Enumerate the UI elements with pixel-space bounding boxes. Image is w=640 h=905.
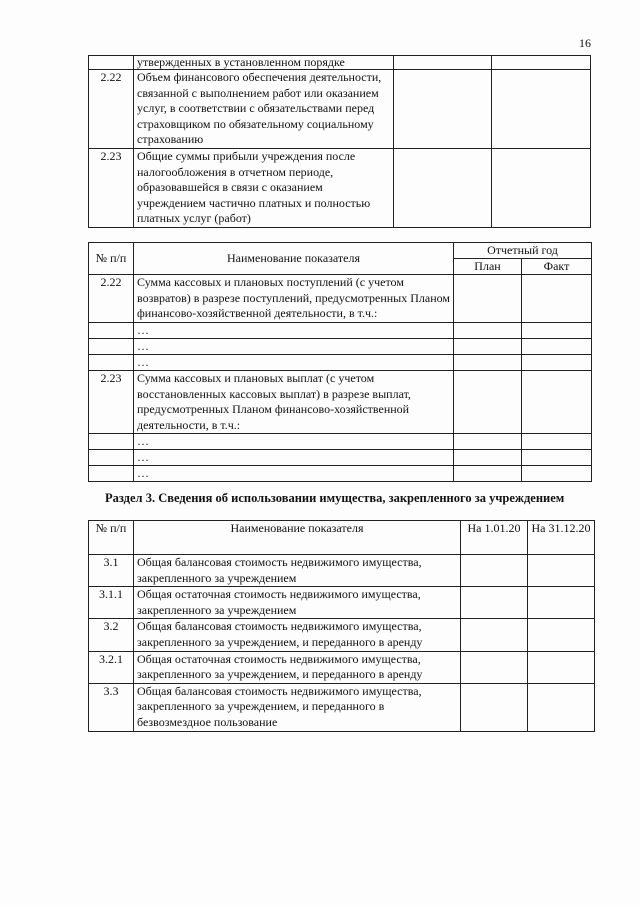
row-number	[89, 466, 134, 482]
value-cell	[461, 651, 528, 683]
row-number	[89, 450, 134, 466]
row-name: Общая остаточная стоимость недвижимого имущества, закрепленного за учреждением	[134, 587, 461, 619]
header-fact: Факт	[522, 259, 592, 275]
page-number: 16	[579, 36, 591, 50]
fact-cell	[522, 466, 592, 482]
table-row	[89, 434, 592, 450]
row-name: Общая балансовая стоимость недвижимого имущества, закрепленного за учреждением, и переданного в аренду	[134, 619, 461, 651]
table-property	[88, 520, 595, 732]
header-num: № п/п	[89, 243, 134, 275]
plan-cell	[454, 323, 522, 339]
row-name: Объем финансового обеспечения деятельности, связанной с выполнением работ или оказанием услуг, в соответствии с обязательствами перед страховщиком по обязательному социальному страхованию	[134, 70, 394, 149]
plan-cell	[454, 275, 522, 323]
row-name: Общие суммы прибыли учреждения после налогообложения в отчетном периоде, образовавшейся в связи с оказанием учреждением частично платных и полностью платных услуг (работ)	[134, 149, 394, 228]
value-cell	[492, 70, 591, 149]
table-row	[89, 149, 591, 228]
row-name: Общая остаточная стоимость недвижимого имущества, закрепленного за учреждением, и переданного в аренду	[134, 651, 461, 683]
row-name: …	[134, 450, 454, 466]
value-cell	[461, 587, 528, 619]
row-number: 3.1	[89, 555, 134, 587]
value-cell	[394, 70, 492, 149]
table-row	[89, 355, 592, 371]
row-number: 3.2	[89, 619, 134, 651]
plan-cell	[454, 371, 522, 434]
table-row	[89, 323, 592, 339]
row-number: 2.23	[89, 371, 134, 434]
fact-cell	[522, 355, 592, 371]
value-cell	[528, 683, 595, 731]
row-name: …	[134, 466, 454, 482]
value-cell	[461, 555, 528, 587]
row-number: 3.2.1	[89, 651, 134, 683]
row-number: 2.22	[89, 275, 134, 323]
header-row	[89, 243, 592, 259]
row-name: Сумма кассовых и плановых поступлений (с учетом возвратов) в разрезе поступлений, предусмотренных Планом финансово-хозяйственной деятельности, в т.ч.:	[134, 275, 454, 323]
table-row	[89, 70, 591, 149]
row-number: 3.3	[89, 683, 134, 731]
plan-cell	[454, 355, 522, 371]
value-cell	[528, 619, 595, 651]
row-number: 3.1.1	[89, 587, 134, 619]
header-plan: План	[454, 259, 522, 275]
header-name: Наименование показателя	[134, 243, 454, 275]
value-cell	[394, 149, 492, 228]
table-row	[89, 651, 595, 683]
table-row	[89, 339, 592, 355]
header-name: Наименование показателя	[134, 521, 461, 555]
row-name: …	[134, 434, 454, 450]
plan-cell	[454, 450, 522, 466]
header-end-date: На 31.12.20	[528, 521, 595, 555]
header-period: Отчетный год	[454, 243, 592, 259]
table-row	[89, 371, 592, 434]
value-cell	[461, 619, 528, 651]
table-cash-flows	[88, 242, 592, 482]
row-number	[89, 434, 134, 450]
value-cell	[461, 683, 528, 731]
row-number	[89, 323, 134, 339]
value-cell	[492, 149, 591, 228]
table-row	[89, 619, 595, 651]
value-cell	[492, 56, 591, 70]
section-3-title: Раздел 3. Сведения об использовании имущества, закрепленного за учреждением	[105, 491, 565, 505]
table-row	[89, 683, 595, 731]
fact-cell	[522, 434, 592, 450]
plan-cell	[454, 434, 522, 450]
table-row	[89, 450, 592, 466]
table-continuation	[88, 55, 591, 228]
table-row	[89, 466, 592, 482]
row-number: 2.23	[89, 149, 134, 228]
value-cell	[394, 56, 492, 70]
header-num: № п/п	[89, 521, 134, 555]
header-start-date: На 1.01.20	[461, 521, 528, 555]
row-number	[89, 339, 134, 355]
row-name: …	[134, 355, 454, 371]
row-name: Общая балансовая стоимость недвижимого имущества, закрепленного за учреждением, и переданного в безвозмездное пользование	[134, 683, 461, 731]
fact-cell	[522, 450, 592, 466]
plan-cell	[454, 466, 522, 482]
row-number: 2.22	[89, 70, 134, 149]
row-number	[89, 355, 134, 371]
table-row	[89, 56, 591, 70]
fact-cell	[522, 339, 592, 355]
value-cell	[528, 555, 595, 587]
row-name: …	[134, 323, 454, 339]
value-cell	[528, 651, 595, 683]
plan-cell	[454, 339, 522, 355]
table-row	[89, 587, 595, 619]
row-number	[89, 56, 134, 70]
row-name: …	[134, 339, 454, 355]
row-name: Общая балансовая стоимость недвижимого имущества, закрепленного за учреждением	[134, 555, 461, 587]
row-name: Сумма кассовых и плановых выплат (с учетом восстановленных кассовых выплат) в разрезе выплат, предусмотренных Планом финансово-хозяйственной деятельности, в т.ч.:	[134, 371, 454, 434]
table-row	[89, 555, 595, 587]
table-row	[89, 275, 592, 323]
row-name: утвержденных в установленном порядке	[134, 56, 394, 70]
value-cell	[528, 587, 595, 619]
fact-cell	[522, 371, 592, 434]
fact-cell	[522, 323, 592, 339]
fact-cell	[522, 275, 592, 323]
header-row	[89, 521, 595, 555]
